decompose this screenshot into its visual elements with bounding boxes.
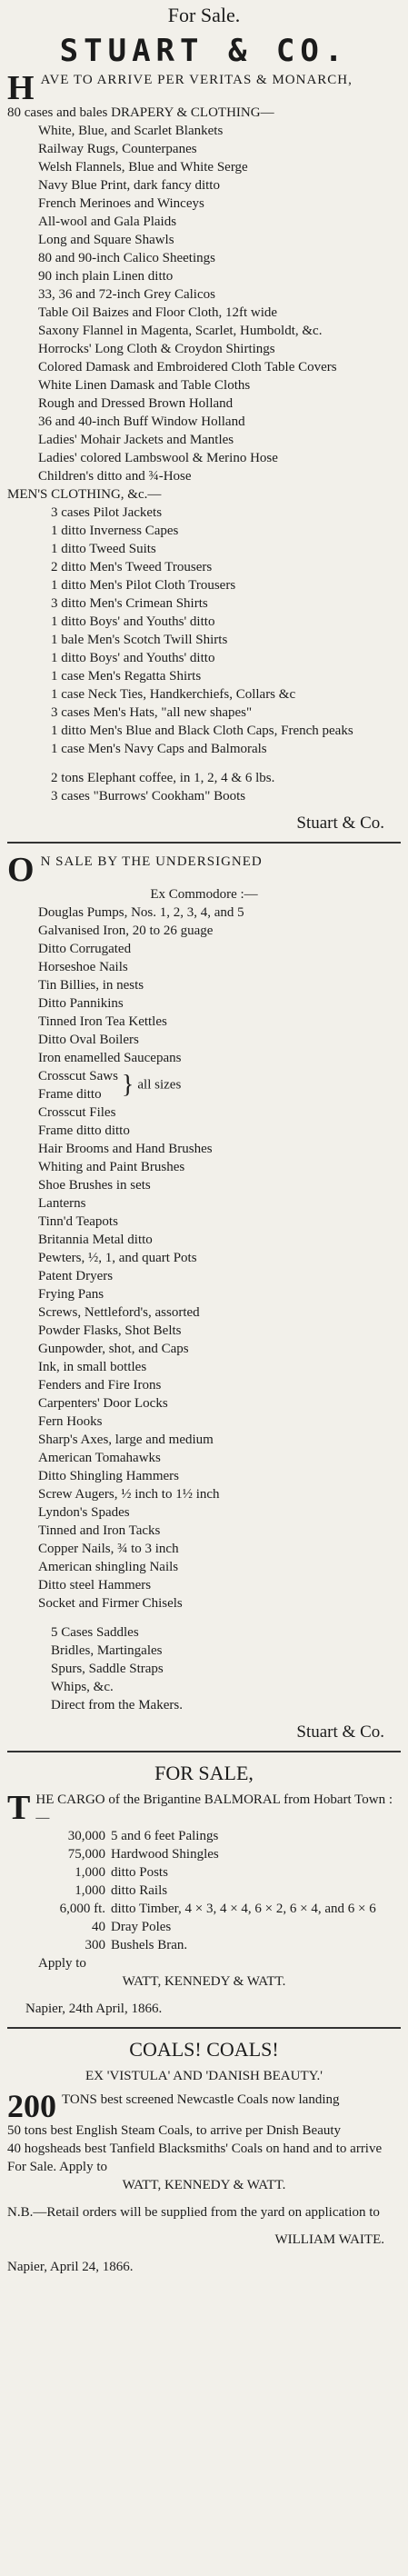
cargo-description: Hardwood Shingles [111,1847,219,1862]
intro-line2: 80 cases and bales DRAPERY & CLOTHING— [7,105,274,120]
list-item: Lyndon's Spades [38,1505,130,1520]
list-item: Saxony Flannel in Magenta, Scarlet, Humboldt, &c. [38,324,323,338]
list-item: Navy Blue Print, dark fancy ditto [38,178,220,193]
divider [7,2027,401,2029]
list-item: Ladies' Mohair Jackets and Mantles [38,433,234,447]
list-item: 2 tons Elephant coffee, in 1, 2, 4 & 6 lbs. [51,771,275,785]
list-item: Fenders and Fire Irons [38,1378,162,1393]
list-item: Powder Flasks, Shot Belts [38,1323,182,1338]
list-item: 50 tons best English Steam Coals, to arrive per Dnish Beauty [7,2123,342,2138]
list-item: Shoe Brushes in sets [38,1178,151,1193]
big-number: 200 [7,2088,56,2124]
list-item: 33, 36 and 72-inch Grey Calicos [38,287,215,302]
cargo-row [49,1918,382,1936]
list-item: 1 ditto Boys' and Youths' ditto [51,614,215,629]
agent-firm: WATT, KENNEDY & WATT. [122,1974,286,1989]
advert-heading: COALS! COALS! [129,2038,279,2061]
coal-lines [7,2122,401,2158]
list-item: 1 ditto Inverness Capes [51,524,179,538]
hardware-list [7,1103,401,1612]
advert-heading: For Sale. [167,4,241,26]
list-item: Ladies' colored Lambswool & Merino Hose [38,451,278,465]
list-item: Horrocks' Long Cloth & Croydon Shirtings [38,342,275,356]
drop-cap: H [7,69,35,107]
cargo-row [49,1900,382,1918]
list-item: Colored Damask and Embroidered Cloth Table Covers [38,360,337,374]
advert-intro [7,69,401,107]
list-item: 36 and 40-inch Buff Window Holland [38,414,245,429]
intro-text: HE CARGO of the Brigantine BALMORAL from Hobart Town :— [35,1792,393,1825]
stuart-drapery-advert [7,4,401,833]
cargo-description: 5 and 6 feet Palings [111,1829,219,1843]
advert-intro [7,1791,401,1827]
list-item: Frying Pans [38,1287,104,1302]
apply-to: Apply to [38,1956,86,1971]
list-item: Hair Brooms and Hand Brushes [38,1142,213,1156]
list-item: Tinn'd Teapots [38,1214,118,1229]
list-item: Crosscut Saws [38,1069,118,1083]
cargo-description: Bushels Bran. [111,1938,188,1952]
drop-cap: O [7,851,35,889]
list-item: Ditto Pannikins [38,996,124,1011]
mens-clothing-list [7,504,401,758]
cargo-quantity: 1,000 [75,1883,105,1898]
advert-date: Napier, April 24, 1866. [7,2260,134,2274]
list-item: Ditto steel Hammers [38,1578,152,1593]
cargo-quantity: 6,000 ft. [59,1902,105,1916]
list-item: White, Blue, and Scarlet Blankets [38,124,224,138]
list-item: Horseshoe Nails [38,960,128,974]
cargo-quantity: 30,000 [67,1829,105,1843]
signature: Stuart & Co. [296,814,384,833]
list-item: Pewters, ½, 1, and quart Pots [38,1251,197,1265]
list-item: Sharp's Axes, large and medium [38,1433,214,1447]
list-item: 1 case Neck Ties, Handkerchiefs, Collars &c [51,687,296,702]
cargo-description: ditto Timber, 4 × 3, 4 × 4, 6 × 2, 6 × 4, and 6 × 6 [111,1902,376,1916]
divider [7,842,401,844]
cargo-row [49,1863,382,1882]
ship-names: EX 'VISTULA' AND 'DANISH BEAUTY.' [85,2069,323,2083]
list-item: Frame ditto ditto [38,1123,130,1138]
agent-name: WILLIAM WAITE. [274,2232,384,2247]
cargo-table [49,1827,382,1954]
list-item: 40 hogsheads best Tanfield Blacksmiths' Coals on hand and to arrive [7,2142,383,2156]
list-item: Children's ditto and ¾-Hose [38,469,192,484]
cargo-quantity: 1,000 [75,1865,105,1880]
list-item: 5 Cases Saddles [51,1625,139,1640]
list-item: Crosscut Files [38,1105,116,1120]
list-item: Galvanised Iron, 20 to 26 guage [38,924,214,938]
saddles-list [7,1623,401,1714]
coals-advert [7,2038,401,2276]
list-item: 3 cases "Burrows' Cookham" Boots [51,789,246,804]
list-item: Long and Square Shawls [38,233,174,247]
nb-note: N.B.—Retail orders will be supplied from the yard on application to [7,2205,380,2220]
advert-date: Napier, 24th April, 1866. [25,2002,163,2016]
advert-intro [7,851,401,889]
list-item: Patent Dryers [38,1269,114,1283]
list-item: American shingling Nails [38,1560,179,1574]
extras-list [7,769,401,805]
cargo-row [49,1827,382,1845]
list-item: Ditto Oval Boilers [38,1033,139,1047]
list-item: Tin Billies, in nests [38,978,144,993]
list-item: 3 cases Men's Hats, "all new shapes" [51,705,253,720]
list-item: Britannia Metal ditto [38,1233,153,1247]
list-item: 3 cases Pilot Jackets [51,505,163,520]
cargo-quantity: 300 [85,1938,105,1952]
list-item: Whiting and Paint Brushes [38,1160,185,1174]
cargo-quantity: 40 [92,1920,105,1934]
big-text: TONS best screened Newcastle Coals now landing [62,2092,340,2107]
list-item: Ditto Corrugated [38,942,132,956]
saws-items [38,1067,118,1103]
stuart-hardware-advert [7,853,401,1742]
hardware-list [7,904,401,1067]
list-item: Rough and Dressed Brown Holland [38,396,234,411]
list-item: Douglas Pumps, Nos. 1, 2, 3, 4, and 5 [38,905,244,920]
list-item: Iron enamelled Saucepans [38,1051,182,1065]
list-item: Lanterns [38,1196,86,1211]
list-item: Spurs, Saddle Straps [51,1662,164,1676]
drapery-list [7,122,401,485]
divider [7,1751,401,1752]
list-item: 1 ditto Tweed Suits [51,542,156,556]
list-item: American Tomahawks [38,1451,161,1465]
list-item: Direct from the Makers. [51,1698,183,1712]
list-item: 1 case Men's Regatta Shirts [51,669,202,684]
list-item: 90 inch plain Linen ditto [38,269,174,284]
list-item: Ditto Shingling Hammers [38,1469,179,1483]
cargo-description: ditto Rails [111,1883,168,1898]
list-item: Ink, in small bottles [38,1360,147,1374]
list-item: Socket and Firmer Chisels [38,1596,183,1611]
balmoral-cargo-advert [7,1762,401,2018]
agent-firm: WATT, KENNEDY & WATT. [122,2178,286,2192]
list-item: Table Oil Baizes and Floor Cloth, 12ft wide [38,305,278,320]
advert-heading: FOR SALE, [154,1762,254,1784]
list-item: 2 ditto Men's Tweed Trousers [51,560,213,574]
list-item: 1 bale Men's Scotch Twill Shirts [51,633,228,647]
list-item: 1 ditto Boys' and Youths' ditto [51,651,215,665]
cargo-quantity: 75,000 [67,1847,105,1862]
newspaper-column [0,4,408,2276]
list-item: Carpenters' Door Locks [38,1396,168,1411]
drop-cap: T [7,1789,31,1827]
list-item: Screws, Nettleford's, assorted [38,1305,200,1320]
intro-text: AVE TO ARRIVE PER VERITAS & MONARCH, [40,73,353,87]
list-item: Tinned and Iron Tacks [38,1523,161,1538]
list-item: 3 ditto Men's Crimean Shirts [51,596,208,611]
signature: Stuart & Co. [296,1722,384,1742]
list-item: Copper Nails, ¾ to 3 inch [38,1542,179,1556]
list-item: Bridles, Martingales [51,1643,163,1658]
list-item: Whips, &c. [51,1680,114,1694]
coal-main-offer [7,2088,401,2124]
list-item: 1 ditto Men's Blue and Black Cloth Caps, French peaks [51,724,353,738]
list-item: White Linen Damask and Table Cloths [38,378,251,393]
cargo-description: ditto Posts [111,1865,168,1880]
ship-name: Ex Commodore :— [150,887,258,902]
list-item: Fern Hooks [38,1414,103,1429]
for-sale-apply: For Sale. Apply to [7,2160,108,2174]
saws-group [7,1067,401,1103]
list-item: Screw Augers, ½ inch to 1½ inch [38,1487,220,1502]
list-item: 80 and 90-inch Calico Sheetings [38,251,215,265]
list-item: Railway Rugs, Counterpanes [38,142,197,156]
list-item: French Merinoes and Winceys [38,196,204,211]
list-item: Gunpowder, shot, and Caps [38,1342,189,1356]
list-item: 1 ditto Men's Pilot Cloth Trousers [51,578,236,593]
saws-note: all sizes [137,1077,182,1093]
cargo-description: Dray Poles [111,1920,172,1934]
list-item: 1 case Men's Navy Caps and Balmorals [51,742,267,756]
list-item: Welsh Flannels, Blue and White Serge [38,160,248,175]
list-item: Frame ditto [38,1087,102,1102]
list-item: All-wool and Gala Plaids [38,215,177,229]
brace: } [121,1071,134,1099]
cargo-row [49,1845,382,1863]
intro-text: N SALE BY THE UNDERSIGNED [40,854,263,869]
list-item: Tinned Iron Tea Kettles [38,1014,167,1029]
firm-name: STUART & CO. [59,33,349,69]
cargo-row [49,1882,382,1900]
mens-clothing-heading: MEN'S CLOTHING, &c.— [7,487,162,502]
cargo-row [49,1936,382,1954]
